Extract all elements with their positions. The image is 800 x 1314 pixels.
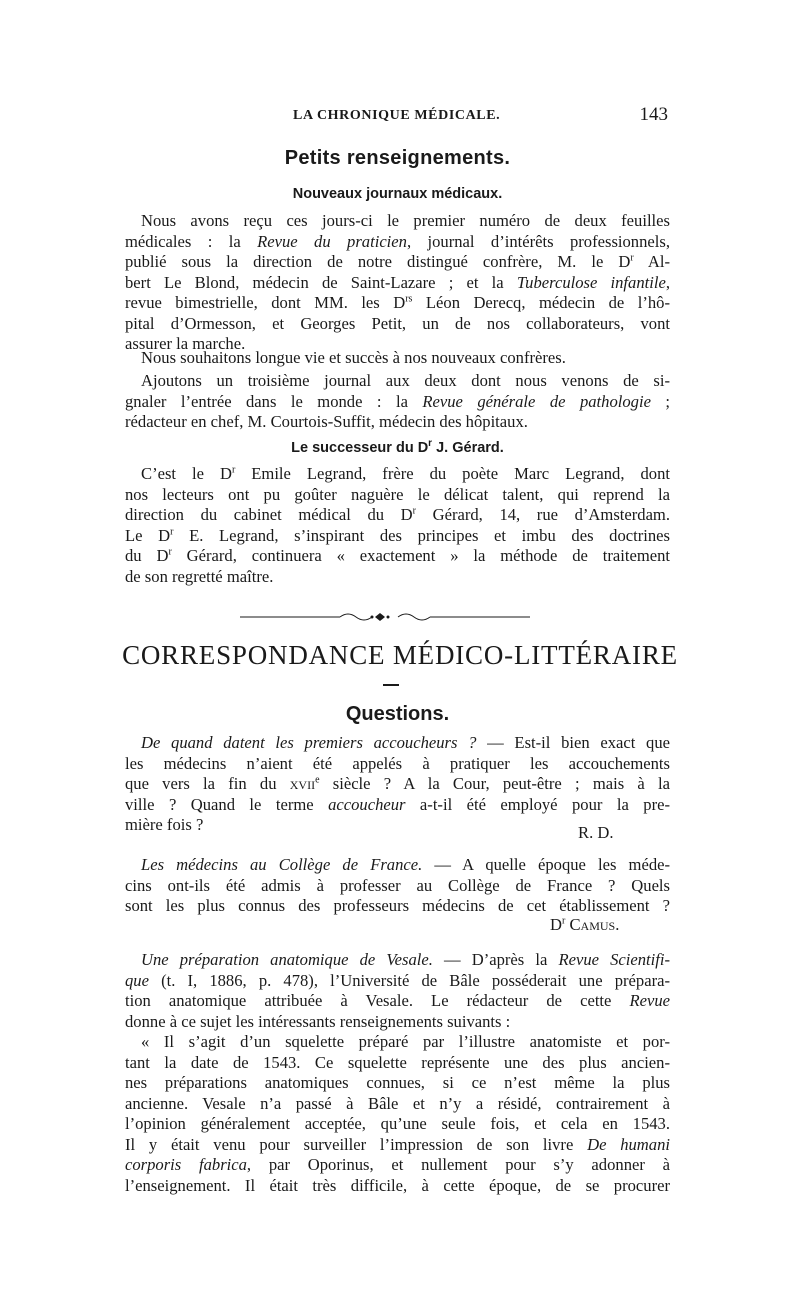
paragraph-successor: C’est le $D^r$ Emile Legrand, frère du poète Marc Legrand, dont nos lecteurs ont pu goûter naguère le délicat talent, qui reprend la direction du cabinet médical du $D^r$ Gérard, 14, rue d’Amsterdam. Le $D^r$ E. Legrand, s’inspirant des principes et imbu des doctrines du $D^r$ Gérard, continuera « exactement » la méthode de traitement de son regretté maître. (125, 464, 670, 586)
question-college-de-france: Les médecins au Collège de France. — A quelle époque les méde- cins ont-ils été admis à professer au Collège de France ? Quels sont les plus connus des professeurs médecins de cet établissement ? (125, 855, 671, 915)
section-heading: Petits renseignements. (284, 147, 511, 169)
running-head-title: LA CHRONIQUE MÉDICALE. (293, 108, 501, 123)
signature-rd: R. D. (578, 823, 614, 842)
ornament-divider (240, 611, 530, 623)
signature-camus: $D^r$ Camus. (550, 915, 620, 934)
paragraph-wishes: Nous souhaitons longue vie et succès à nos nouveaux confrères. (141, 348, 566, 367)
question-vesale: Une préparation anatomique de Vesale. — D’après la Revue Scientifi- que (t. I, 1886, p. 478), l’Université de Bâle posséderait une prépara- tion anatomique attribuée à Vesale. Le rédacteur de cette Revue donne à ce sujet les intéressants renseignements suivants : « Il s’agit d’un squelette préparé par l’illustre anatomiste et por- tant la date de 1543. Ce squelette représente une des plus ancien- nes préparations anatomiques connues, si ce n’est même la plus ancienne. Vesale n’a passé à Bâle et n’y a résidé, contrairement à l’opinion généralement acceptée, qu’une seule fois, et cela en 1543. Il y était venu pour surveiller l’impression de son livre De humani corporis fabrica, par Oporinus, et nullement pour s’y adonner à l’enseignement. Il était très difficile, à cette époque, de se procurer (125, 950, 670, 1195)
paragraph-third-journal: Ajoutons un troisième journal aux deux dont nous venons de si- gnaler l’entrée dans le monde : la Revue générale de pathologie ; rédacteur en chef, M. Courtois-Suffit, médecin des hôpitaux. (125, 371, 670, 431)
title-dash (383, 684, 399, 686)
paragraph-new-journals: Nous avons reçu ces jours-ci le premier numéro de deux feuilles médicales : la Revue du praticien, journal d’intérêts professionnels, publié sous la direction de notre distingué confrère, M. le $D^r$ Al- bert Le Blond, médecin de Saint-Lazare ; et la Tuberculose infantile, revue bimestrielle, dont MM. les $D^{rs}$ Léon Derecq, médecin de l’hô- pital d’Ormesson, et Georges Petit, un de nos collaborateurs, vont assurer la marche. (125, 211, 670, 353)
page-number: 143 (639, 104, 668, 125)
subheading-successor: Le successeur du $D^r$ J. Gérard. (291, 438, 504, 456)
question-accoucheurs: De quand datent les premiers accoucheurs ? — Est-il bien exact que les médecins n’aient été appelés à pratiquer les accouchements que vers la fin du xvii$^e$ siècle ? A la Cour, peut-être ; mais à la ville ? Quand le terme accoucheur a-t-il été employé pour la pre- mière fois ? (125, 733, 670, 834)
questions-heading: Questions. (345, 703, 450, 725)
subheading-new-journals: Nouveaux journaux médicaux. (292, 186, 503, 202)
correspondance-title: CORRESPONDANCE MÉDICO-LITTÉRAIRE (122, 640, 678, 670)
running-head (125, 104, 670, 132)
